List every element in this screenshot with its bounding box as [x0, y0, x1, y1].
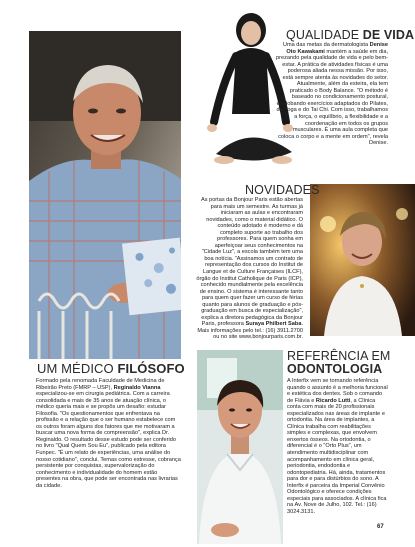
paragraph-text — [195, 197, 303, 341]
referencia-body — [287, 378, 389, 515]
paragraph-run: especializou-se em cirurgia pediátrica. Com a carreira consolidada e mais de 35 anos de atuação clínica, o médico queria mais e se propôs um desafio: estudar Filosofia. "Os questionamentos que enfrentava na profissão e a relação que o ser humano estabelece com os outros foram alguns dos fatores que me motivaram a buscar uma nova forma de compreensão", explica Dr. Reginaldo. O resultado desse estudo pode ser conferido no livro "Qual Quem Sou Eu", publicado pela editora Funpec. "É um relato de experiências, uma análise do nosso cotidiano", conclui. Temas como estresse, cobrança persistente por conquistas, supervalorização do conhecimento e individualidade do homem estão presentes na obra, que pode ser encontrada nas livrarias da cidade. — [36, 391, 181, 489]
bonjour-photo — [310, 184, 415, 336]
paragraph-run: Formado pela renomada Faculdade de Medicina de Ribeirão Preto (FMRP – USP), — [36, 378, 165, 391]
paragraph-name-bold: Denise Oto Kawakami — [286, 42, 388, 55]
paragraph-run: mantém a saúde em dia, prezando pela qualidade de vida e pelo bem-estar. A prática de atividades físicas é uma poderosa aliada nessa missão. Por isso, está sempre atenta às novidades do setor. Atualmente, além da esteira, ela tem praticado o Body Balance. "O método é baseado no condicionamento postural, englobando exercícios adaptados do Pilates, da Yoga e do Tai Chi. Com isso, trabalhamos a força, o equilíbrio, a flexibilidade e a coordenação em todos os grupos musculares. É uma aula completa que coloca o corpo e a mente em ordem", revela Denise. — [276, 48, 388, 147]
bonjour-photo-art — [310, 184, 415, 336]
page-number: 67 — [377, 524, 384, 530]
paragraph-run: , a Clínica conta com mais de 20 profissionais especializados nas áreas de implante e ortodontia. Na área de implantes, a Clínica trabalha com reabilitações simples e complexas, que envolvem enxertos ósseos. Na ortodontia, o diferencial é o "Orto Plus", um atendimento multidisciplinar com acompanhamento em clínica geral, periodontia, endodontia e odontopediatria. Há, ainda, tratamentos para dor e para distúrbios do sono. A Interfix é parceira da Imperial Convênio Odontológico e oferece condições especiais para associados. A clínica fica na Av. Nove de Julho, 102. Tel.: (16) 3024.3131. — [287, 397, 387, 515]
medico-heading-light: UM MÉDICO — [37, 361, 114, 376]
doctor-photo-art — [29, 31, 181, 359]
qualidade-heading — [286, 29, 414, 42]
paragraph-run: A Interfix vem se tornando referência quando o assunto é a melhoria funcional e estética dos dentes. Sob o comando de Flávia e — [287, 378, 388, 404]
paragraph-name-bold: Reginaldo Vianna — [113, 384, 161, 391]
qualidade-heading-light: QUALIDADE — [286, 28, 360, 42]
paragraph-name-bold: Suraya Philbert Saba — [245, 321, 302, 328]
referencia-heading — [287, 350, 390, 376]
qualidade-body — [276, 42, 388, 147]
medico-body — [36, 378, 182, 489]
medico-heading — [37, 362, 185, 375]
paragraph-run: As portas da Bonjour Paris estão abertas para mais um semestre. As turmas já iniciaram as aulas e encontraram novidades, como o material didático. O conteúdo adotado é moderno e dá completo suporte ao trabalho dos professores. Para quem sonha em aperfeiçoar seus conhecimentos na "Cidade Luz", a escola também tem uma boa notícia. "Assinamos um contrato de representação dos cursos do Institut de Langue et de Culture Françaises (ILCF), órgão do Institut Catholique de Paris (ICP), conhecido mundialmente pela excelência de ensino. O sistema é interessante tanto para quem quer fazer um curso de férias quanto para alunos de graduação e pós-graduação em busca de especialização", explica a diretora pedagógica da Bonjour Paris, professora — [196, 197, 303, 328]
novidades-body — [195, 197, 303, 341]
dentist-photo — [197, 350, 283, 544]
paragraph-name-bold: Ricardo Lutti — [315, 397, 351, 404]
dentist-photo-art — [197, 350, 283, 544]
qualidade-heading-bold: DE VIDA — [362, 28, 415, 42]
paragraph-text — [276, 42, 388, 147]
doctor-photo — [29, 31, 181, 359]
referencia-heading-line1: REFERÊNCIA EM — [287, 349, 391, 363]
paragraph-run: Uma das metas da dermatologista — [282, 42, 370, 48]
paragraph-text — [287, 378, 389, 515]
novidades-heading: NOVIDADES — [245, 183, 320, 197]
medico-heading-bold: FILÓSOFO — [117, 361, 185, 376]
paragraph-text — [36, 378, 182, 489]
paragraph-run: . Mais informações pelo tel.: (16) 3911.2700 ou no site www.bonjourparis.com.br. — [197, 321, 303, 341]
referencia-heading-line2: ODONTOLOGIA — [287, 362, 383, 376]
